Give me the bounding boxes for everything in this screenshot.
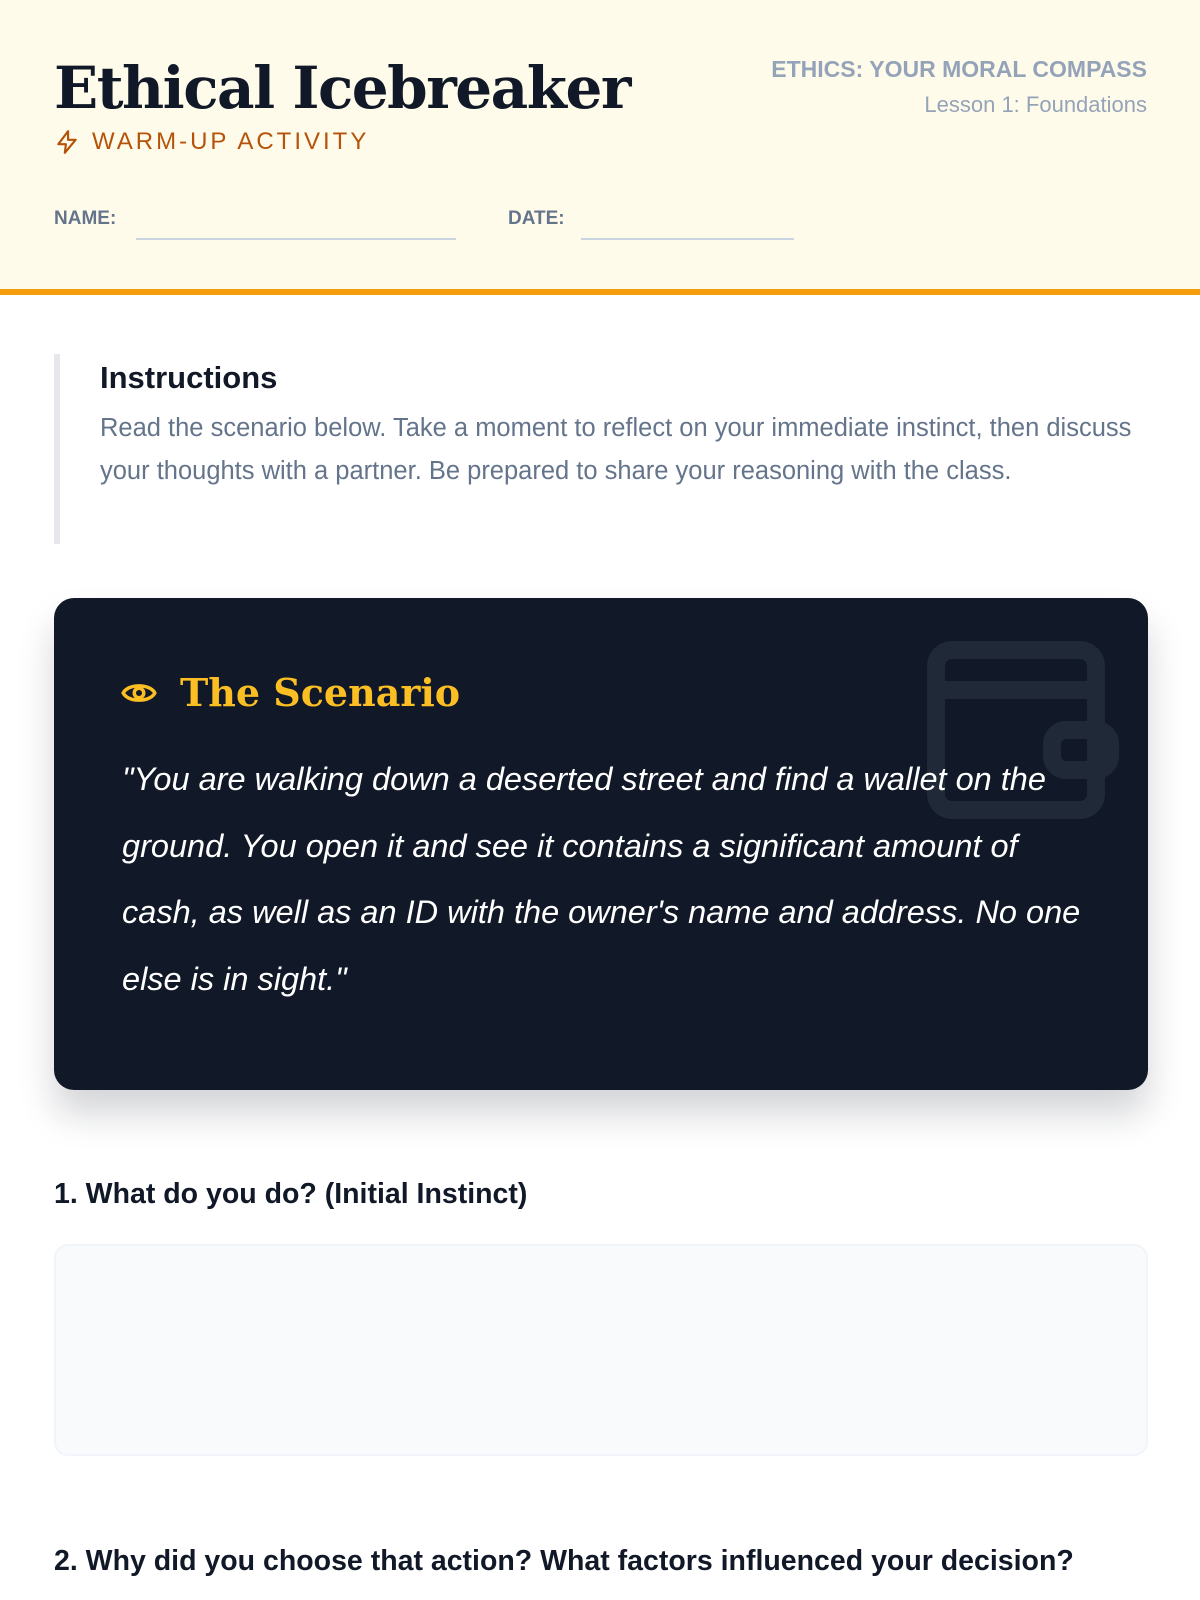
name-label: NAME: bbox=[54, 208, 117, 229]
lesson-label: Lesson 1: Foundations bbox=[924, 92, 1147, 117]
date-field[interactable] bbox=[581, 238, 794, 240]
course-title: ETHICS: YOUR MORAL COMPASS bbox=[771, 56, 1147, 82]
name-field[interactable] bbox=[136, 238, 456, 240]
scenario-header bbox=[120, 670, 460, 715]
instructions-block bbox=[54, 354, 1148, 544]
date-label: DATE: bbox=[508, 208, 565, 229]
answer-box-1[interactable] bbox=[54, 1244, 1148, 1456]
lightning-bolt-icon bbox=[54, 129, 80, 155]
question-1: 1. What do you do? (Initial Instinct) bbox=[54, 1178, 528, 1210]
course-info bbox=[771, 56, 1147, 118]
scenario-title: The Scenario bbox=[180, 670, 461, 715]
activity-type: WARM-UP ACTIVITY bbox=[92, 128, 370, 155]
worksheet-header bbox=[0, 0, 1200, 295]
scenario-card bbox=[54, 598, 1148, 1090]
subtitle-row bbox=[54, 128, 369, 156]
scenario-text: "You are walking down a deserted street and find a wallet on the ground. You open it and see it contains a significant amount of cash, as well as an ID with the owner's name and address. No one else is in sight." bbox=[122, 761, 1081, 997]
instructions-text: Read the scenario below. Take a moment to reflect on your immediate instinct, then discuss your thoughts with a partner. Be prepared to share your reasoning with the class. bbox=[100, 414, 1132, 485]
eye-icon bbox=[120, 674, 158, 712]
instructions-heading: Instructions bbox=[100, 360, 278, 395]
page-title: Ethical Icebreaker bbox=[54, 54, 630, 122]
question-2: 2. Why did you choose that action? What factors influenced your decision? bbox=[54, 1545, 1074, 1577]
